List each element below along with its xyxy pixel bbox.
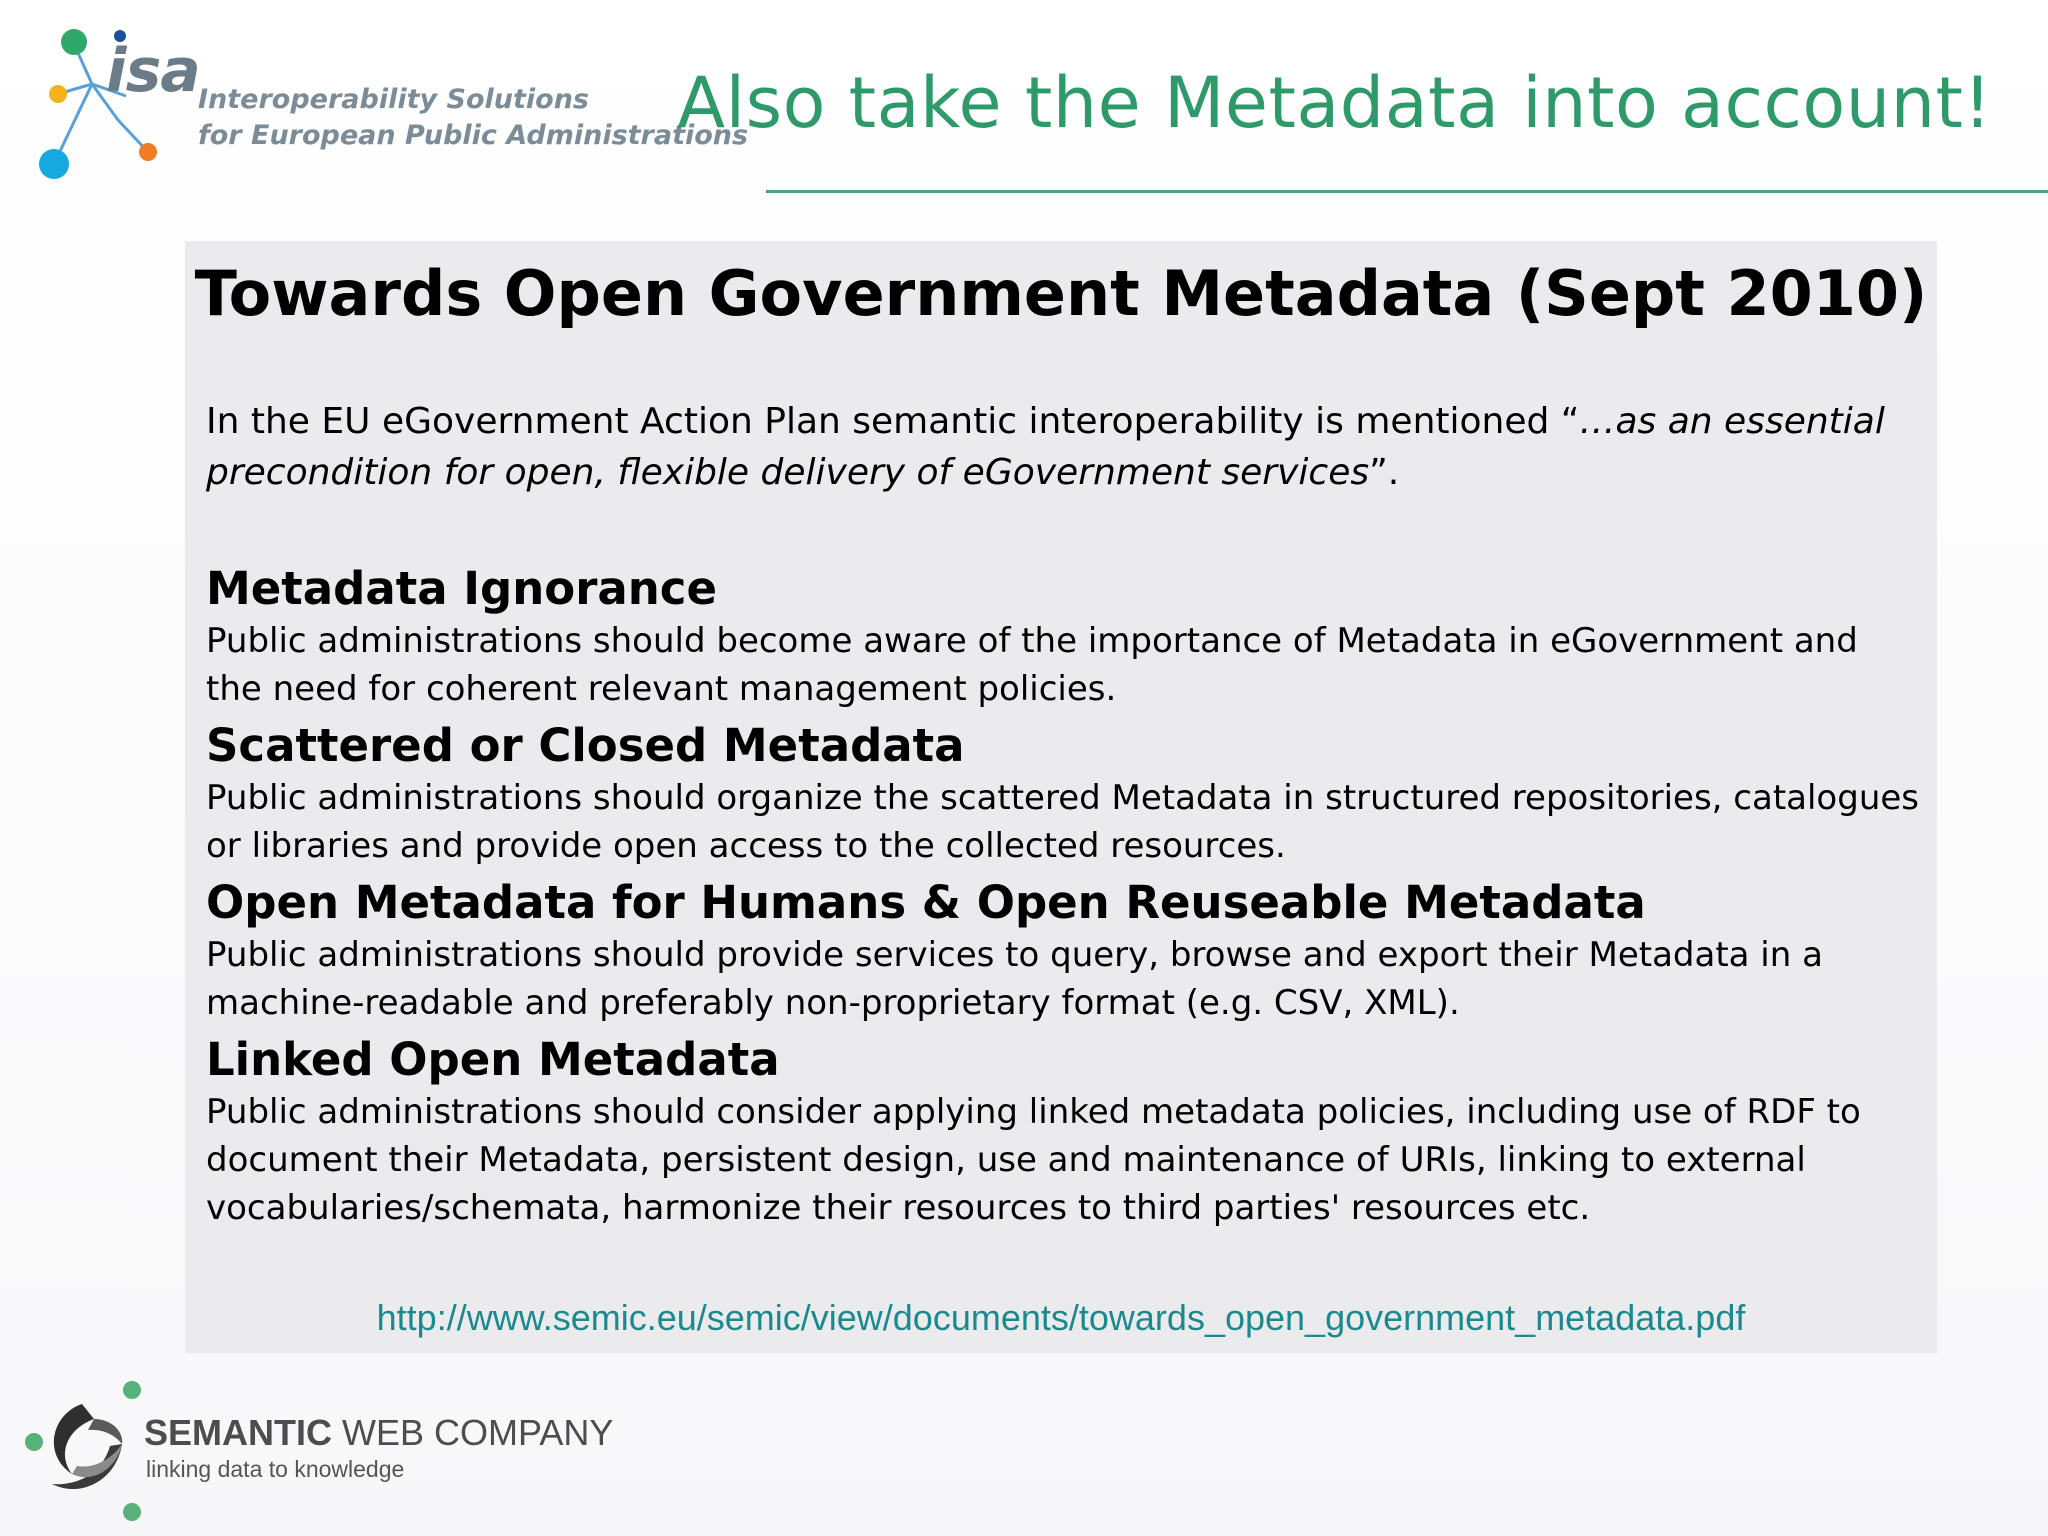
section-metadata-ignorance: [206, 561, 1921, 713]
intro-paragraph: [206, 396, 1906, 498]
box-title: Towards Open Government Metadata (Sept 2010): [194, 257, 1928, 330]
isa-logo-tagline-2: for European Public Administrations: [198, 120, 749, 151]
section-heading: Scattered or Closed Metadata: [206, 719, 965, 772]
isa-logo-wordmark: isa: [106, 36, 200, 106]
isa-logo-tagline-1: Interoperability Solutions: [198, 84, 589, 115]
section-linked-open-metadata: [206, 1032, 1921, 1232]
slide-title: Also take the Metadata into account!: [677, 62, 1992, 144]
intro-tail: ”.: [1369, 452, 1400, 493]
section-text: Public administrations should provide services to query, browse and export their Metadata in a machine-readable and preferably non-proprietary format (e.g. CSV, XML).: [206, 935, 1823, 1023]
section-scattered-closed-metadata: [206, 718, 1921, 870]
section-heading: Open Metadata for Humans & Open Reuseable Metadata: [206, 876, 1646, 929]
swc-name-bold: SEMANTIC: [144, 1412, 332, 1453]
swc-logo-tagline: linking data to knowledge: [146, 1456, 405, 1482]
intro-lead: In the EU eGovernment Action Plan semantic interoperability is mentioned “: [206, 401, 1580, 442]
semantic-web-company-logo: [22, 1374, 614, 1524]
section-text: Public administrations should become aware of the importance of Metadata in eGovernment and the need for coherent relevant management policies.: [206, 621, 1858, 709]
source-document-link[interactable]: http://www.semic.eu/semic/view/documents/towards_open_government_metadata.pdf: [376, 1297, 1746, 1338]
swc-logo-name: [144, 1412, 613, 1454]
swc-swirl-icon: [22, 1374, 142, 1524]
section-heading: Metadata Ignorance: [206, 562, 717, 615]
intro-quote: …as an essential precondition for open, flexible delivery of eGovernment services: [206, 401, 1885, 493]
section-text: Public administrations should consider applying linked metadata policies, including use of RDF to document their Metadata, persistent design, use and maintenance of URIs, linking to external vocabularies/schemata, harmonize their resources to third parties' resources etc.: [206, 1092, 1861, 1228]
title-divider: [766, 190, 2048, 193]
section-text: Public administrations should organize the scattered Metadata in structured repositories, catalogues or libraries and provide open access to the collected resources.: [206, 778, 1919, 866]
section-heading: Linked Open Metadata: [206, 1033, 780, 1086]
section-open-metadata: [206, 875, 1921, 1027]
content-box: [185, 241, 1937, 1353]
isa-logo: [30, 22, 749, 192]
swc-name-rest: WEB COMPANY: [332, 1412, 614, 1453]
